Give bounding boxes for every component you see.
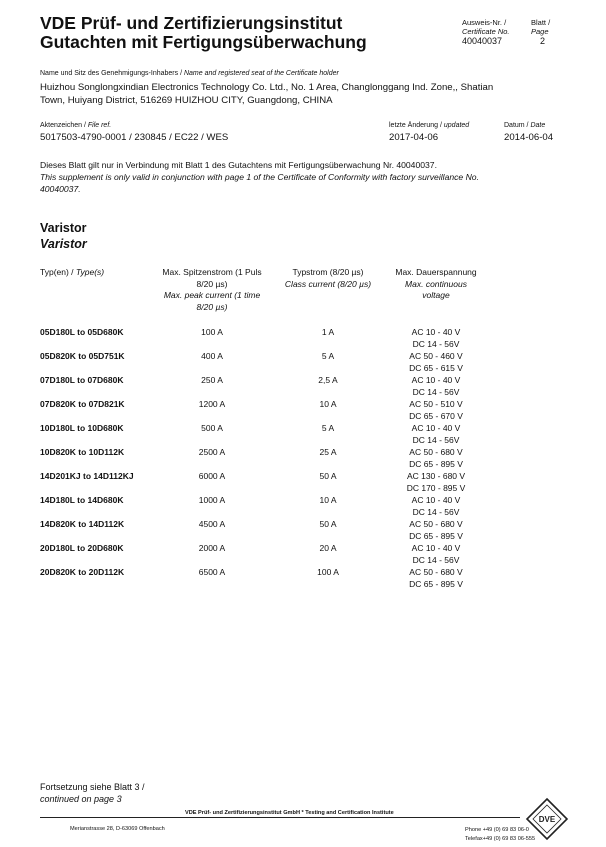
file-ref-label (40, 122, 111, 129)
voltage-cell (382, 471, 490, 495)
cert-label-en: Certificate No. (462, 27, 510, 36)
table-row (40, 543, 490, 567)
holder-line-1: Huizhou Songlongxindian Electronics Technology Co. Ltd., No. 1 Area, Changlonggang Ind. Zone,, Shatian (40, 82, 494, 93)
type-cell: 10D180L to 10D680K (40, 423, 124, 433)
date-label (504, 122, 545, 129)
page-label-de: Blatt / (531, 18, 551, 27)
voltage-dc: DC 170 - 895 V (406, 482, 466, 493)
col-peak-en-2: 8/20 µs) (196, 301, 228, 312)
date-label-de: Datum / (504, 122, 529, 129)
section-title-de: Varistor (40, 221, 87, 235)
cert-label-de: Ausweis-Nr. / (462, 18, 507, 27)
voltage-ac: AC 10 - 40 V (411, 327, 461, 337)
class-current-cell: 100 A (317, 567, 339, 577)
table-row (40, 399, 490, 423)
validity-notice (40, 159, 565, 195)
voltage-cell (382, 423, 490, 447)
voltage-cell (382, 519, 490, 543)
notice-de: Dieses Blatt gilt nur in Verbindung mit Blatt 1 des Gutachtens mit Fertigungsüberwachung Nr. 40040037. (40, 160, 437, 170)
voltage-cell (382, 495, 490, 519)
peak-current-cell: 2500 A (198, 447, 226, 457)
voltage-cell (382, 351, 490, 375)
voltage-dc: DC 14 - 56V (412, 554, 460, 565)
holder-label-en: Name and registered seat of the Certificate holder (183, 70, 339, 77)
varistor-table (40, 267, 490, 591)
title-line-2: Gutachten mit Fertigungsüberwachung (40, 32, 367, 52)
voltage-ac: AC 10 - 40 V (411, 423, 461, 433)
holder-label (40, 70, 339, 77)
class-current-cell: 5 A (321, 423, 335, 433)
voltage-cell (382, 399, 490, 423)
table-header-row (40, 267, 490, 313)
page-number: 2 (540, 36, 546, 46)
vde-logo (524, 796, 570, 842)
type-cell: 05D820K to 05D751K (40, 351, 125, 361)
section-title (40, 220, 87, 252)
type-cell: 20D820K to 20D112K (40, 567, 125, 577)
holder-label-de: Name und Sitz des Genehmigungs-Inhabers / (40, 70, 183, 77)
peak-current-cell: 400 A (201, 351, 223, 361)
voltage-cell (382, 327, 490, 351)
notice-en-line-1: This supplement is only valid in conjunction with page 1 of the Certificate of Conformity with factory surveillance No. (40, 172, 479, 182)
voltage-dc: DC 14 - 56V (412, 386, 460, 397)
voltage-dc: DC 65 - 895 V (409, 578, 463, 589)
type-cell: 07D180L to 07D680K (40, 375, 124, 385)
voltage-ac: AC 10 - 40 V (411, 375, 461, 385)
vde-logo-icon (524, 796, 570, 842)
table-row (40, 351, 490, 375)
peak-current-cell: 4500 A (198, 519, 226, 529)
page-label-en: Page (531, 27, 549, 36)
class-current-cell: 2,5 A (318, 375, 338, 385)
type-cell: 10D820K to 10D112K (40, 447, 125, 457)
col-class-header (274, 267, 382, 313)
file-ref-label-en: File ref. (87, 122, 112, 129)
table-row (40, 423, 490, 447)
footer-divider (40, 817, 520, 818)
class-current-cell: 20 A (319, 543, 337, 553)
title-line-1: VDE Prüf- und Zertifizierungsinstitut (40, 13, 343, 33)
class-current-cell: 50 A (319, 519, 337, 529)
voltage-ac: AC 130 - 680 V (406, 471, 466, 481)
date-value: 2014-06-04 (504, 132, 554, 143)
col-type-en: Type(s) (75, 267, 105, 277)
class-current-cell: 10 A (319, 399, 337, 409)
peak-current-cell: 6000 A (198, 471, 226, 481)
footer-address: Merianstrasse 28, D-63069 Offenbach (70, 826, 165, 832)
cert-number-block (462, 18, 510, 46)
class-current-cell: 5 A (321, 351, 335, 361)
class-current-cell: 1 A (321, 327, 335, 337)
type-cell: 07D820K to 07D821K (40, 399, 125, 409)
voltage-ac: AC 50 - 510 V (409, 399, 463, 409)
voltage-cell (382, 567, 490, 591)
continuation-note (40, 781, 145, 805)
footer-fax: Telefax+49 (0) 69 83 06-555 (465, 835, 536, 842)
voltage-dc: DC 14 - 56V (412, 434, 460, 445)
page-number-block (531, 18, 550, 46)
col-voltage-en-2: voltage (422, 290, 450, 300)
voltage-cell (382, 447, 490, 471)
updated-label (389, 122, 469, 129)
class-current-cell: 10 A (319, 495, 337, 505)
col-voltage-de: Max. Dauerspannung (395, 267, 477, 277)
table-row (40, 519, 490, 543)
continuation-de: Fortsetzung siehe Blatt 3 / (40, 782, 145, 792)
voltage-dc: DC 65 - 895 V (409, 530, 463, 541)
voltage-dc: DC 65 - 895 V (409, 458, 463, 469)
col-peak-en-1: Max. peak current (1 time (163, 290, 261, 300)
col-peak-header (150, 267, 274, 313)
voltage-ac: AC 10 - 40 V (411, 543, 461, 553)
peak-current-cell: 100 A (201, 327, 223, 337)
table-row (40, 327, 490, 351)
col-class-de: Typstrom (8/20 µs) (292, 267, 364, 277)
table-row (40, 495, 490, 519)
holder-line-2: Town, Huiyang District, 516269 HUIZHOU CITY, Guangdong, CHINA (40, 95, 333, 106)
section-title-en: Varistor (40, 237, 87, 251)
type-cell: 20D180L to 20D680K (40, 543, 124, 553)
voltage-dc: DC 65 - 615 V (409, 362, 463, 373)
class-current-cell: 50 A (319, 471, 337, 481)
updated-label-de: letzte Änderung / (389, 122, 442, 129)
col-class-en: Class current (8/20 µs) (284, 278, 372, 289)
peak-current-cell: 250 A (201, 375, 223, 385)
peak-current-cell: 500 A (201, 423, 223, 433)
voltage-ac: AC 50 - 460 V (409, 351, 463, 361)
footer-organization: VDE Prüf- und Zertifizierungsinstitut GmbH * Testing and Certification Institute (185, 810, 394, 816)
peak-current-cell: 1200 A (198, 399, 226, 409)
document-title (40, 14, 367, 52)
peak-current-cell: 1000 A (198, 495, 226, 505)
peak-current-cell: 6500 A (198, 567, 226, 577)
col-peak-de-2: 8/20 µs) (196, 278, 228, 289)
file-ref-value: 5017503-4790-0001 / 230845 / EC22 / WES (40, 132, 229, 143)
col-voltage-header (382, 267, 490, 313)
col-type-header (40, 267, 150, 313)
updated-label-en: updated (443, 122, 470, 129)
voltage-ac: AC 50 - 680 V (409, 567, 463, 577)
type-cell: 14D180L to 14D680K (40, 495, 124, 505)
voltage-ac: AC 50 - 680 V (409, 447, 463, 457)
class-current-cell: 25 A (319, 447, 337, 457)
notice-en-line-2: 40040037. (40, 184, 81, 194)
col-voltage-en-1: Max. continuous (405, 278, 467, 289)
footer-phone: Phone +49 (0) 69 83 06-0 (465, 827, 529, 833)
table-row (40, 447, 490, 471)
table-body (40, 327, 490, 591)
col-peak-de-1: Max. Spitzenstrom (1 Puls (162, 267, 262, 277)
voltage-ac: AC 10 - 40 V (411, 495, 461, 505)
table-row (40, 375, 490, 399)
voltage-dc: DC 65 - 670 V (409, 410, 463, 421)
table-row (40, 471, 490, 495)
vde-logo-text: DVE (538, 815, 556, 824)
cert-number: 40040037 (462, 36, 503, 46)
voltage-cell (382, 375, 490, 399)
continuation-en: continued on page 3 (40, 794, 122, 804)
file-ref-label-de: Aktenzeichen / (40, 122, 86, 129)
holder-address (40, 81, 560, 107)
type-cell: 14D201KJ to 14D112KJ (40, 471, 134, 481)
col-type-de: Typ(en) / (40, 267, 74, 277)
voltage-dc: DC 14 - 56V (412, 506, 460, 517)
voltage-cell (382, 543, 490, 567)
table-row (40, 567, 490, 591)
updated-value: 2017-04-06 (389, 132, 439, 143)
voltage-dc: DC 14 - 56V (412, 338, 460, 349)
date-label-en: Date (530, 122, 546, 129)
peak-current-cell: 2000 A (198, 543, 226, 553)
type-cell: 05D180L to 05D680K (40, 327, 124, 337)
voltage-ac: AC 50 - 680 V (409, 519, 463, 529)
type-cell: 14D820K to 14D112K (40, 519, 125, 529)
